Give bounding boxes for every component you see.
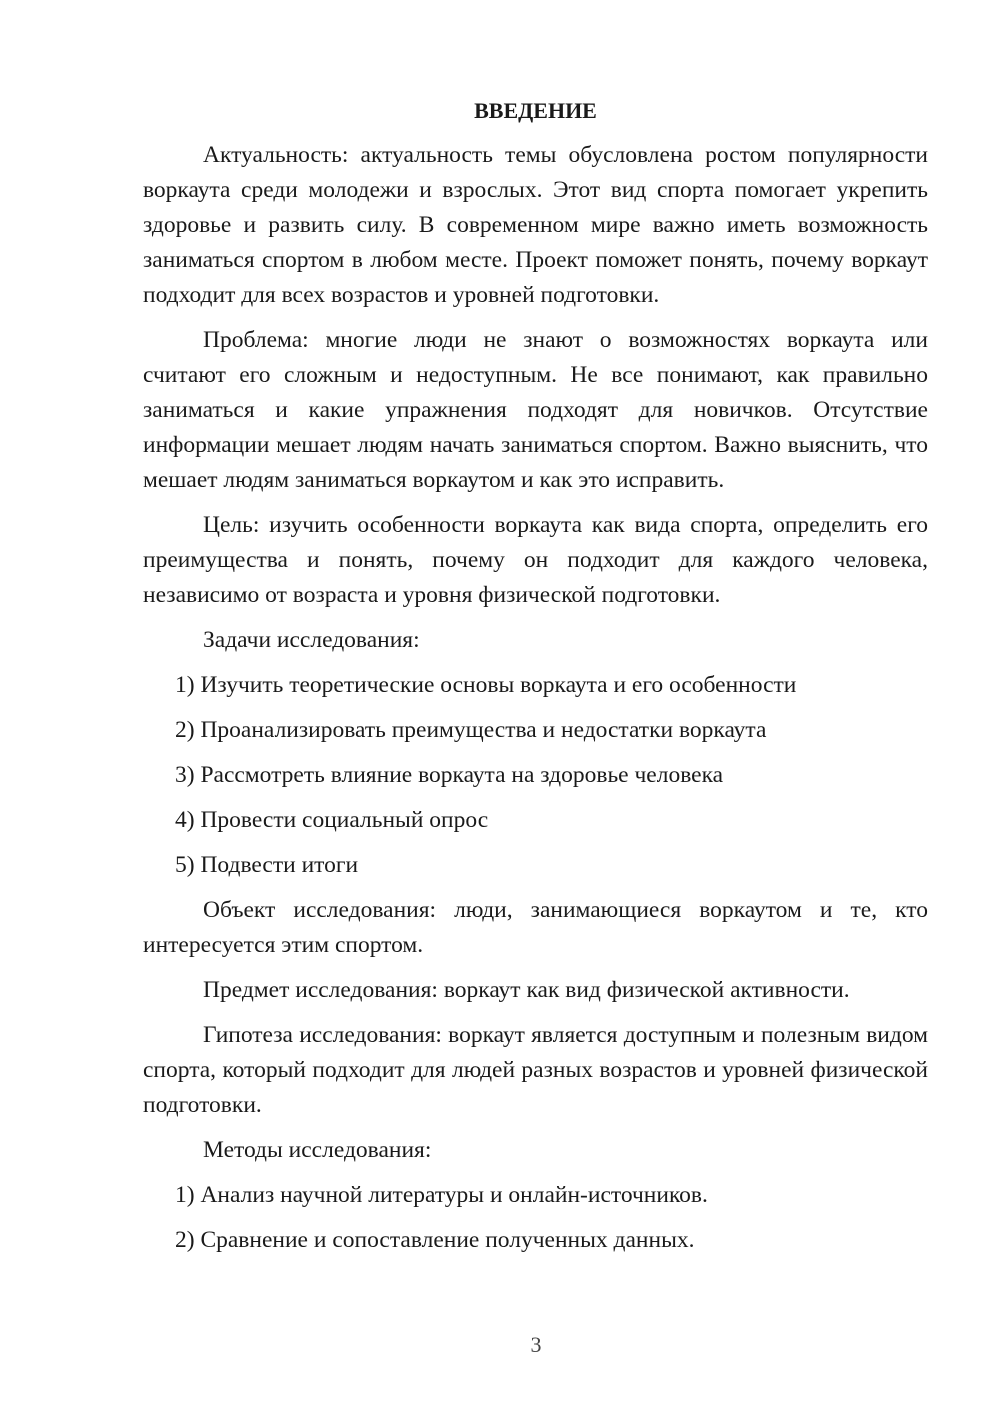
page-content xyxy=(143,93,928,1268)
page-number: 3 xyxy=(530,1332,542,1357)
problem-paragraph: Проблема: многие люди не знают о возможностях воркаута или считают его сложным и недоступным. Не все понимают, как правильно заниматься и какие упражнения подходят для новичков. Отсутствие информации мешает людям начать заниматься спортом. Важно выяснить, что мешает людям заниматься воркаутом и как это исправить. xyxy=(143,327,928,493)
task-item: 4) Провести социальный опрос xyxy=(175,807,489,833)
object-paragraph: Объект исследования: люди, занимающиеся воркаутом и те, кто интересуется этим спортом. xyxy=(143,897,928,958)
relevance-paragraph: Актуальность: актуальность темы обусловлена ростом популярности воркаута среди молодежи и взрослых. Этот вид спорта помогает укрепить здоровье и развить силу. В современном мире важно иметь возможность заниматься спортом в любом месте. Проект поможет понять, почему воркаут подходит для всех возрастов и уровней подготовки. xyxy=(143,142,928,308)
goal-paragraph: Цель: изучить особенности воркаута как вида спорта, определить его преимущества и понять, почему он подходит для каждого человека, независимо от возраста и уровня физической подготовки. xyxy=(143,512,928,608)
task-item: 1) Изучить теоретические основы воркаута и его особенности xyxy=(175,672,797,698)
task-item: 3) Рассмотреть влияние воркаута на здоровье человека xyxy=(175,762,724,788)
method-item: 1) Анализ научной литературы и онлайн-источников. xyxy=(175,1182,708,1208)
subject-paragraph: Предмет исследования: воркаут как вид физической активности. xyxy=(203,977,850,1003)
tasks-heading: Задачи исследования: xyxy=(203,627,420,653)
page-title: ВВЕДЕНИЕ xyxy=(474,98,597,123)
methods-heading: Методы исследования: xyxy=(203,1137,432,1163)
task-item: 2) Проанализировать преимущества и недостатки воркаута xyxy=(175,717,767,743)
method-item: 2) Сравнение и сопоставление полученных данных. xyxy=(175,1227,695,1253)
task-item: 5) Подвести итоги xyxy=(175,852,359,878)
hypothesis-paragraph: Гипотеза исследования: воркаут является доступным и полезным видом спорта, который подходит для людей разных возрастов и уровней физической подготовки. xyxy=(143,1022,928,1118)
